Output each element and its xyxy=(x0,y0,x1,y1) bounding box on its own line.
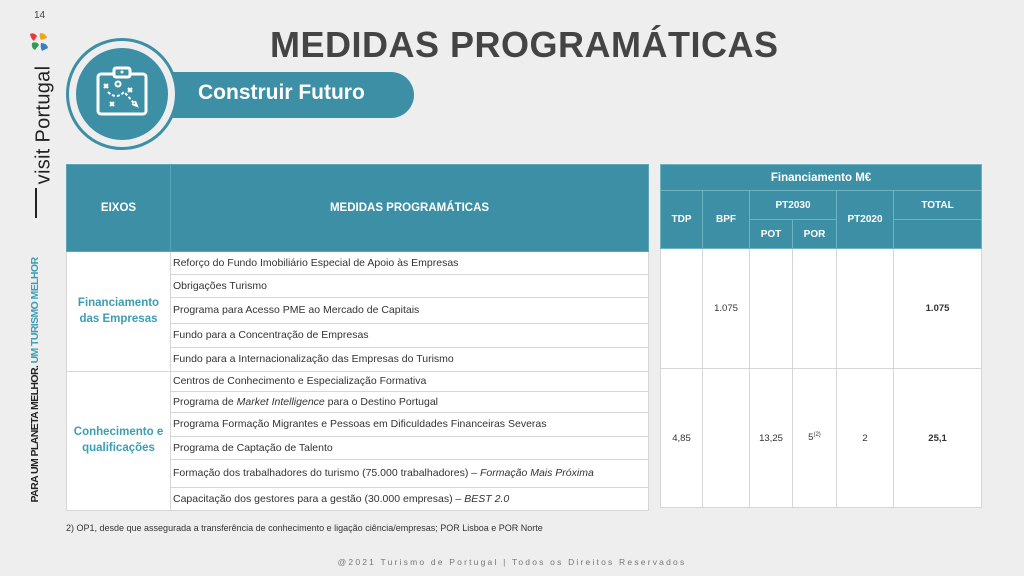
value-tdp: 4,85 xyxy=(661,369,703,508)
financing-row-financiamento xyxy=(661,249,982,369)
eixo-financiamento: Financiamento das Empresas xyxy=(67,252,171,372)
financing-title-row xyxy=(661,165,982,191)
value-pt2020: 2 xyxy=(837,369,894,508)
value-tdp xyxy=(661,249,703,369)
col-por: POR xyxy=(793,220,837,249)
value-bpf: 1.075 xyxy=(703,249,750,369)
header-medidas: MEDIDAS PROGRAMÁTICAS xyxy=(171,165,649,252)
value-por-number: 5 xyxy=(808,432,814,444)
footnote-ref: (2) xyxy=(813,432,821,439)
col-pot: POT xyxy=(750,220,793,249)
value-por xyxy=(793,369,837,508)
medida-item: Programa de Captação de Talento xyxy=(171,437,649,460)
visit-portugal-logo-icon xyxy=(28,32,50,52)
value-pot xyxy=(750,249,793,369)
page-title: MEDIDAS PROGRAMÁTICAS xyxy=(270,24,779,65)
measures-table xyxy=(66,164,649,511)
measures-table-header xyxy=(67,165,649,252)
financing-table xyxy=(660,164,982,508)
col-bpf: BPF xyxy=(703,191,750,249)
medida-item: Fundo para a Concentração de Empresas xyxy=(171,324,649,348)
table-row xyxy=(67,252,649,275)
medida-item: Capacitação dos gestores para a gestão (30.000 empresas) – BEST 2.0 xyxy=(171,488,649,511)
footnote: 2) OP1, desde que assegurada a transferência de conhecimento e ligação ciência/empresas; POR Lisboa e POR Norte xyxy=(66,523,543,533)
slogan-part-b: UM TURISMO MELHOR xyxy=(29,257,41,364)
financing-header-row xyxy=(661,191,982,220)
table-row xyxy=(67,372,649,392)
page-number: 14 xyxy=(34,10,46,21)
eixo-conhecimento: Conhecimento e qualificações xyxy=(67,372,171,511)
medida-item: Reforço do Fundo Imobiliário Especial de Apoio às Empresas xyxy=(171,252,649,275)
medida-item: Programa de Market Intelligence para o Destino Portugal xyxy=(171,392,649,413)
strategy-board-icon xyxy=(90,62,154,126)
brand-name: visit Portugal xyxy=(32,65,55,185)
value-bpf xyxy=(703,369,750,508)
header-eixos: EIXOS xyxy=(67,165,171,252)
slogan xyxy=(29,258,41,503)
col-pt2020: PT2020 xyxy=(837,191,894,249)
financing-row-conhecimento xyxy=(661,369,982,508)
medida-item: Programa para Acesso PME ao Mercado de Capitais xyxy=(171,298,649,324)
value-total: 1.075 xyxy=(894,249,982,369)
col-pt2030: PT2030 xyxy=(750,191,837,220)
col-total-blank xyxy=(894,220,982,249)
value-por xyxy=(793,249,837,369)
financing-header: Financiamento M€ xyxy=(661,165,982,191)
medida-item: Programa Formação Migrantes e Pessoas em Dificuldades Financeiras Severas xyxy=(171,413,649,437)
brand-divider xyxy=(35,188,37,218)
medida-item: Fundo para a Internacionalização das Empresas do Turismo xyxy=(171,348,649,372)
medida-item: Centros de Conhecimento e Especialização Formativa xyxy=(171,372,649,392)
col-tdp: TDP xyxy=(661,191,703,249)
section-badge-label: Construir Futuro xyxy=(198,81,365,104)
col-total: TOTAL xyxy=(894,191,982,220)
medida-item: Obrigações Turismo xyxy=(171,275,649,298)
value-pt2020 xyxy=(837,249,894,369)
copyright: @2021 Turismo de Portugal | Todos os Direitos Reservados xyxy=(337,557,687,567)
medida-item: Formação dos trabalhadores do turismo (75.000 trabalhadores) – Formação Mais Próxima xyxy=(171,460,649,488)
value-total: 25,1 xyxy=(894,369,982,508)
value-pot: 13,25 xyxy=(750,369,793,508)
slogan-part-a: PARA UM PLANETA MELHOR. xyxy=(29,365,41,503)
